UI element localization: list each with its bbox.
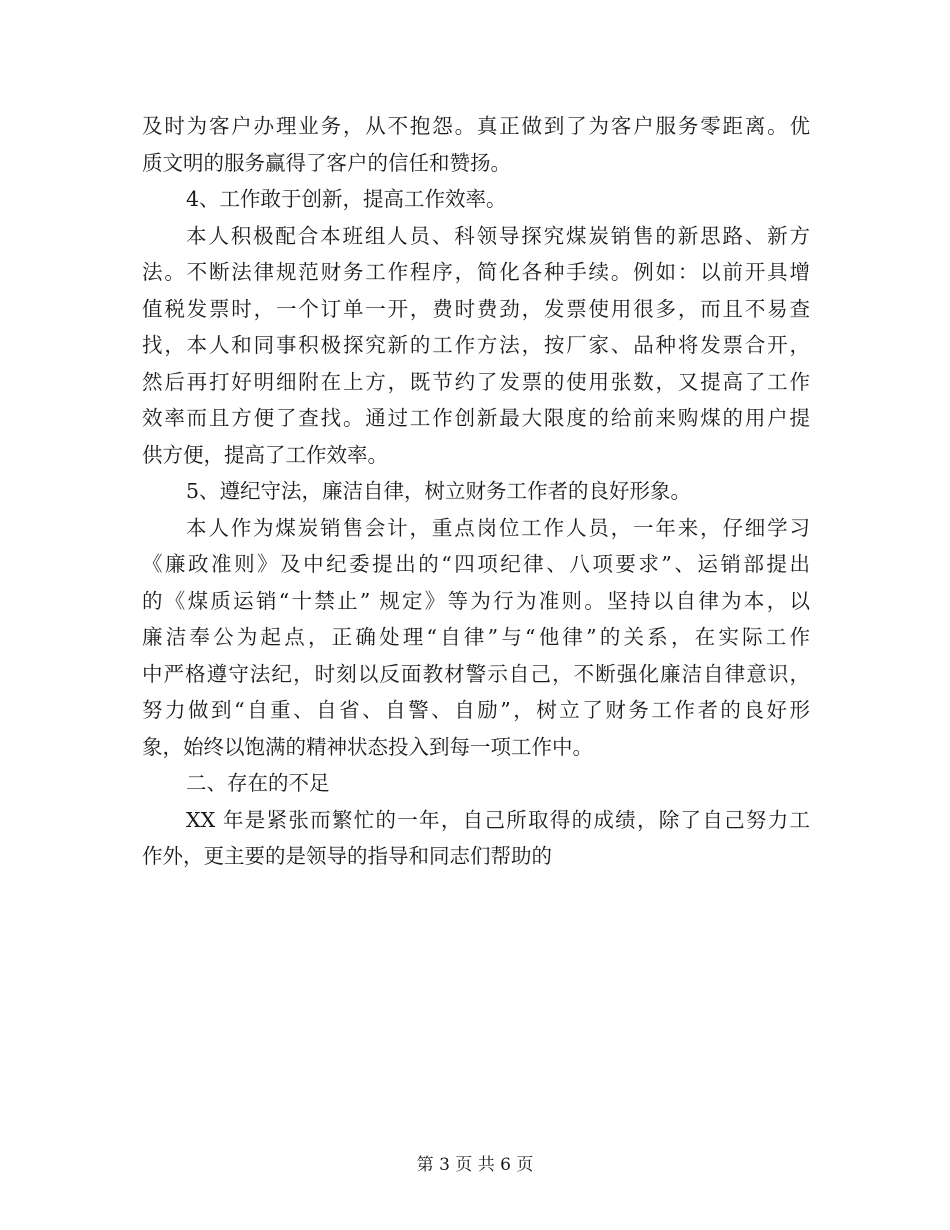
document-body — [142, 108, 810, 875]
text-line: 作外，更主要的是领导的指导和同志们帮助的 — [142, 844, 552, 868]
text-line: 然后再打好明细附在上方，既节约了发票的使用张数，又提高了工作 — [142, 369, 810, 394]
text-line: XX 年是紧张而繁忙的一年，自己所取得的成绩，除了自己努力工 — [186, 807, 810, 832]
text-line: 效率而且方便了查找。通过工作创新最大限度的给前来购煤的用户提 — [142, 406, 810, 430]
text-line: 及时为客户办理业务，从不抱怨。真正做到了为客户服务零距离。优 — [142, 114, 810, 138]
text-line: 4、工作敢于创新，提高工作效率。 — [186, 187, 507, 211]
text-line: 本人作为煤炭销售会计，重点岗位工作人员，一年来，仔细学习 — [186, 515, 810, 540]
text-line: 的《煤质运销“十禁止” 规定》等为行为准则。坚持以自律为本，以 — [142, 588, 810, 613]
text-line: 5、遵纪守法，廉洁自律，树立财务工作者的良好形象。 — [186, 479, 692, 503]
text-line: 值税发票时，一个订单一开，费时费劲，发票使用很多，而且不易查 — [142, 296, 810, 321]
text-line: 《廉政准则》及中纪委提出的“四项纪律、八项要求”、运销部提出 — [142, 552, 810, 576]
text-line: 努力做到“自重、自省、自警、自励”，树立了财务工作者的良好形 — [142, 698, 810, 722]
text-line: 本人积极配合本班组人员、科领导探究煤炭销售的新思路、新方 — [186, 223, 810, 248]
text-line: 象，始终以饱满的精神状态投入到每一项工作中。 — [142, 734, 593, 759]
page-footer: 第 3 页 共 6 页 — [416, 1155, 534, 1175]
text-line: 中严格遵守法纪，时刻以反面教材警示自己，不断强化廉洁自律意识， — [142, 661, 810, 686]
text-line: 质文明的服务赢得了客户的信任和赞扬。 — [142, 150, 511, 175]
text-line: 供方便，提高了工作效率。 — [142, 442, 388, 467]
text-line: 二、存在的不足 — [186, 771, 330, 795]
text-line: 找，本人和同事积极探究新的工作方法，按厂家、品种将发票合开， — [142, 333, 810, 357]
text-line: 法。不断法律规范财务工作程序，简化各种手续。例如：以前开具增 — [142, 260, 810, 284]
text-line: 廉洁奉公为起点，正确处理“自律”与“他律”的关系，在实际工作 — [142, 625, 810, 649]
